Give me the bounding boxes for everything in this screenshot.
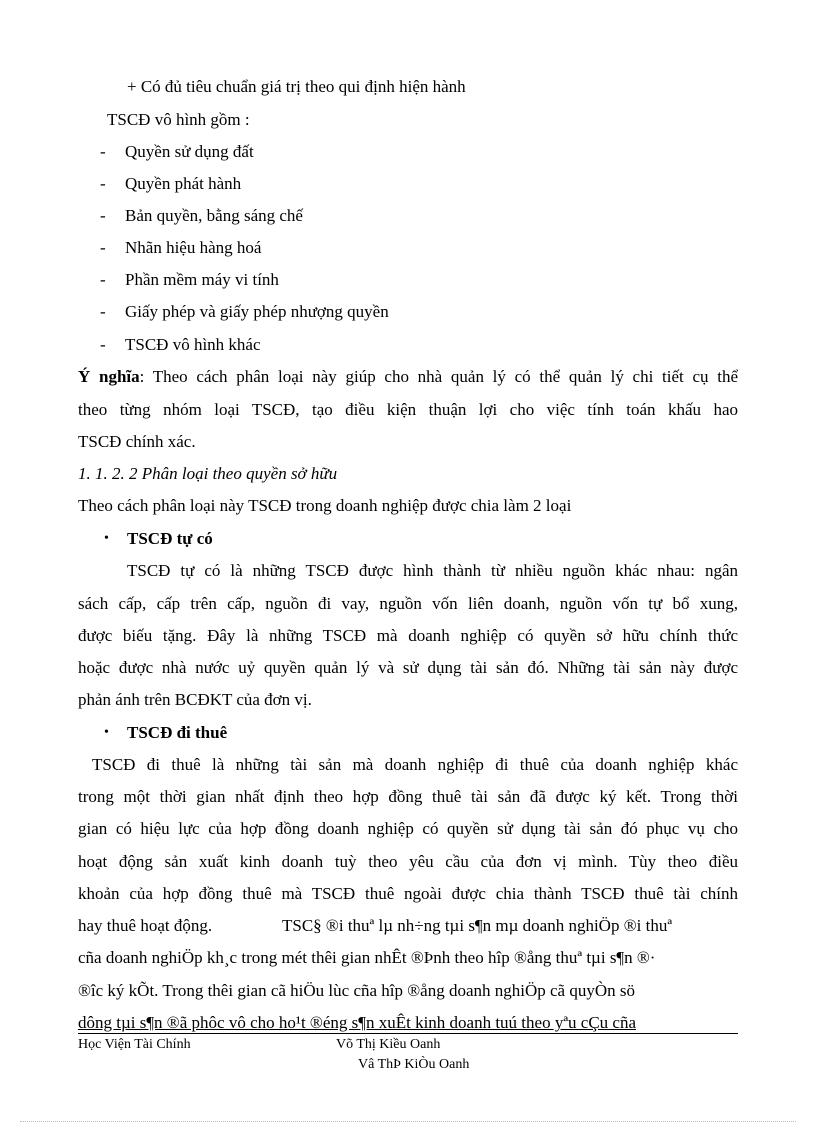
criteria-line: + Có đủ tiêu chuẩn giá trị theo qui định hiện hành: [127, 77, 466, 96]
footer-left: Học Viện Tài Chính: [78, 1037, 191, 1052]
page-edge-divider: [20, 1121, 796, 1122]
leased-para-line: khoản của hợp đồng thuê mà TSCĐ thuê ngoài được chia thành TSCĐ thuê tài chính: [78, 884, 738, 903]
section-heading: 1. 1. 2. 2 Phân loại theo quyền sở hữu: [78, 464, 338, 483]
leased-para-line: gian có hiệu lực của hợp đồng doanh nghiệp có quyền sử dụng tài sản đó phục vụ cho: [78, 819, 738, 838]
list-item: Quyền sử dụng đất: [125, 142, 254, 161]
owned-para-line: sách cấp, cấp trên cấp, nguồn đi vay, nguồn vốn liên doanh, nguồn vốn tự bổ xung,: [78, 594, 738, 613]
leased-para-line: hay thuê hoạt động.: [78, 916, 213, 935]
section-intro: Theo cách phân loại này TSCĐ trong doanh nghiệp được chia làm 2 loại: [78, 496, 572, 515]
owned-para-line: được biếu tặng. Đây là những TSCĐ mà doanh nghiệp có quyền sở hữu chính thức: [78, 626, 738, 645]
bullet-icon: •: [104, 725, 109, 740]
list-dash: -: [100, 142, 106, 161]
owned-para-line: phản ánh trên BCĐKT của đơn vị.: [78, 690, 312, 709]
list-item: Bản quyền, bằng sáng chế: [125, 206, 303, 225]
intangible-heading: TSCĐ vô hình gồm :: [107, 110, 250, 129]
owned-para-line: hoặc được nhà nước uỷ quyền quản lý và sử dụng tài sản đó. Những tài sản này được: [78, 658, 738, 677]
owned-para-line: TSCĐ tự có là những TSCĐ được hình thành từ nhiều nguồn khác nhau: ngân: [127, 561, 738, 580]
leased-para-line-garbled: ®îc ký kÕt. Trong thêi gian cã hiÖu lùc cña hîp ®ång doanh nghiÖp cã quyÒn sö: [78, 981, 635, 1000]
leased-para-line-garbled: dông tµi s¶n ®ã phôc vô cho ho¹t ®éng s¶n xuÊt kinh doanh tuú theo yªu cÇu cña: [78, 1013, 636, 1032]
list-item: Phần mềm máy vi tính: [125, 270, 279, 289]
subheading-owned: TSCĐ tự có: [127, 529, 213, 548]
list-dash: -: [100, 206, 106, 225]
meaning-line-3: TSCĐ chính xác.: [78, 432, 196, 451]
meaning-text: : Theo cách phân loại này giúp cho nhà quản lý có thể quản lý chi tiết cụ thể: [139, 367, 738, 386]
leased-para-line: trong một thời gian nhất định theo hợp đồng thuê tài sản đã được ký kết. Trong thời: [78, 787, 738, 806]
leased-para-line-garbled: cña doanh nghiÖp kh¸c trong mét thêi gian nhÊt ®Þnh theo hîp ®ång thuª tµi s¶n ®·: [78, 948, 656, 967]
list-dash: -: [100, 270, 106, 289]
list-dash: -: [100, 302, 106, 321]
list-item: Quyền phát hành: [125, 174, 242, 193]
list-dash: -: [100, 174, 106, 193]
footer-author: Võ Thị Kiều Oanh: [336, 1037, 441, 1052]
list-item: Giấy phép và giấy phép nhượng quyền: [125, 302, 389, 321]
leased-para-line: hoạt động sản xuất kinh doanh tuỳ theo yêu cầu của đơn vị mình. Tùy theo điều: [78, 852, 738, 871]
leased-para-line: TSCĐ đi thuê là những tài sản mà doanh nghiệp đi thuê của doanh nghiệp khác: [92, 755, 738, 774]
list-dash: -: [100, 335, 106, 354]
list-item: Nhãn hiệu hàng hoá: [125, 238, 262, 257]
list-dash: -: [100, 238, 106, 257]
footer-author-garbled: Vâ ThÞ KiÒu Oanh: [358, 1057, 470, 1072]
meaning-line-2: theo từng nhóm loại TSCĐ, tạo điều kiện thuận lợi cho việc tính toán khấu hao: [78, 400, 738, 419]
bullet-icon: •: [104, 531, 109, 546]
footer-divider: [78, 1033, 738, 1034]
meaning-label: Ý nghĩa: [78, 367, 140, 386]
list-item: TSCĐ vô hình khác: [125, 335, 261, 354]
leased-para-line-garbled: TSC§ ®i thuª lµ nh÷ng tµi s¶n mµ doanh nghiÖp ®i thuª: [282, 916, 673, 935]
meaning-line-1: [78, 367, 738, 387]
subheading-leased: TSCĐ đi thuê: [127, 723, 228, 742]
